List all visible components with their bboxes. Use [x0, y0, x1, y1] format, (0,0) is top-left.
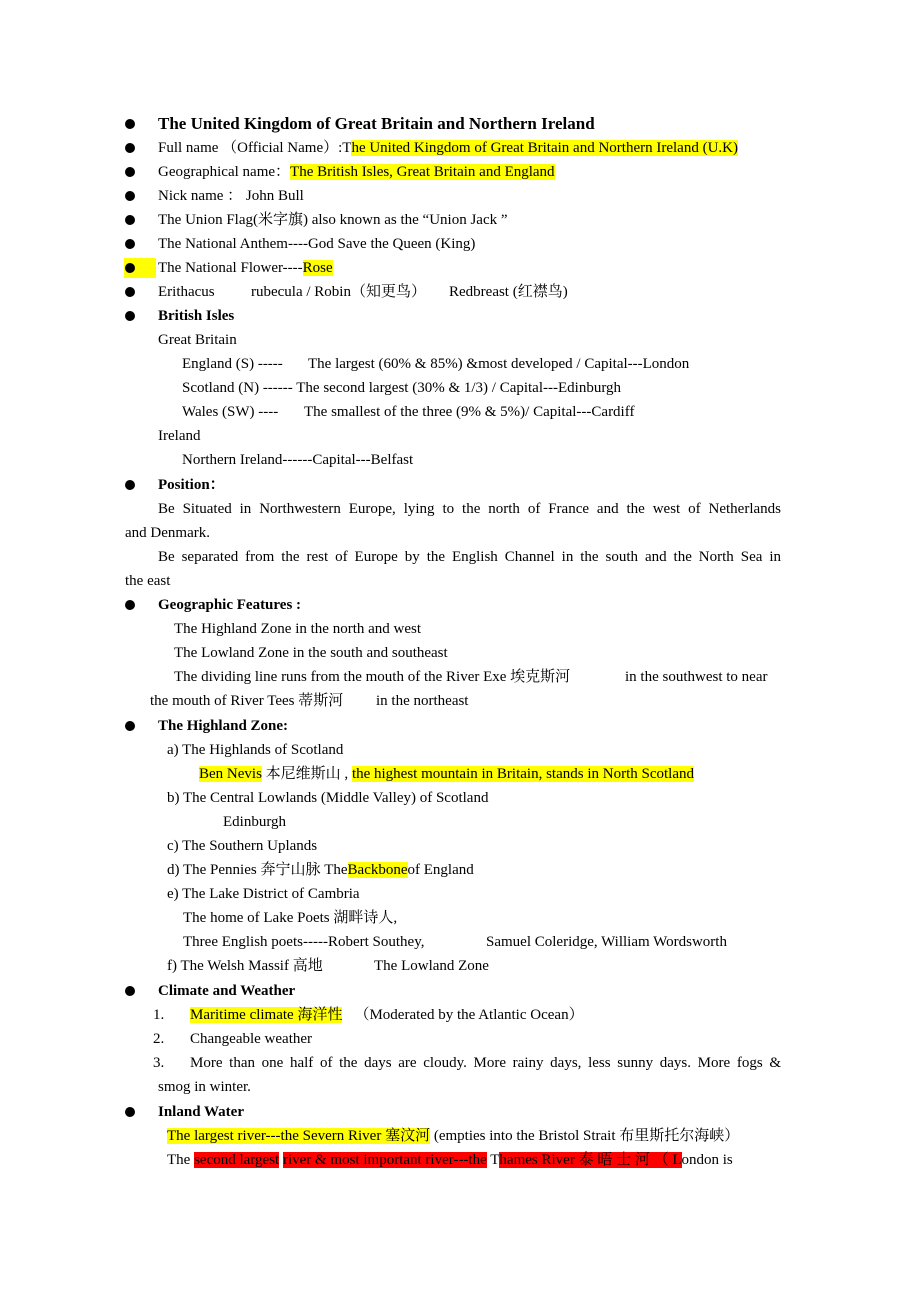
climate-item-2: Changeable weather	[190, 1031, 313, 1047]
northern-ireland-line: Northern Ireland------Capital---Belfast	[182, 452, 414, 468]
thames-seg-0: The	[167, 1152, 195, 1168]
geo-name-label: Geographical name：	[158, 164, 291, 180]
poets-a: Three English poets-----Robert Southey,	[183, 934, 425, 950]
erithacus-c: Redbreast (红襟鸟)	[449, 284, 568, 300]
climate-num-1: 1.	[153, 1007, 165, 1023]
thames-seg-6: River 泰 晤 士 河 （ L	[537, 1152, 682, 1168]
ben-nevis-desc: the highest mountain in Britain, stands in North Scotland	[351, 766, 694, 782]
wales-b: The smallest of the three (9% & 5%)/ Capital---Cardiff	[304, 404, 635, 420]
erithacus-a: Erithacus	[158, 284, 215, 300]
bullet-icon	[125, 600, 135, 610]
anthem-line: The National Anthem----God Save the Queen (King)	[158, 236, 476, 252]
climate-item-1	[190, 1005, 584, 1025]
bullet-icon	[125, 143, 135, 153]
geo-features-heading: Geographic Features :	[158, 597, 302, 613]
climate-heading: Climate and Weather	[158, 983, 296, 999]
nick-name-line: Nick name ： John Bull	[158, 188, 304, 204]
position-heading: Position：	[158, 477, 225, 493]
highland-heading: The Highland Zone:	[158, 718, 289, 734]
ireland-label: Ireland	[158, 428, 201, 444]
ben-nevis: Ben Nevis	[199, 766, 262, 782]
lake-poets-line: The home of Lake Poets 湖畔诗人,	[183, 910, 398, 926]
severn-highlight: The largest river---the Severn River 塞汶河	[167, 1128, 431, 1144]
highland-e: e) The Lake District of Cambria	[167, 886, 360, 902]
severn-line	[167, 1126, 739, 1146]
british-isles-heading: British Isles	[158, 308, 235, 324]
geo-features-l3b: in the southwest to near	[625, 669, 768, 685]
bullet-icon	[125, 986, 135, 996]
inland-heading: Inland Water	[158, 1104, 244, 1120]
thames-line	[167, 1150, 781, 1170]
bullet-icon	[125, 191, 135, 201]
climate-item-3b: smog in winter.	[158, 1079, 251, 1095]
thames-seg-3: river & most important river---the	[282, 1152, 487, 1168]
thames-seg-5: hames	[499, 1152, 538, 1168]
document-title: The United Kingdom of Great Britain and Northern Ireland	[158, 114, 595, 133]
geo-features-l4a: the mouth of River Tees 蒂斯河	[150, 693, 344, 709]
wales-a: Wales (SW) ----	[182, 404, 279, 420]
highland-d	[167, 860, 474, 880]
ben-nevis-line	[199, 764, 694, 784]
highland-a: a) The Highlands of Scotland	[167, 742, 344, 758]
england-a: England (S) -----	[182, 356, 283, 372]
position-p1b: and Denmark.	[125, 525, 210, 541]
poets-b: Samuel Coleridge, William Wordsworth	[486, 934, 727, 950]
england-b: The largest (60% & 85%) &most developed / Capital---London	[308, 356, 690, 372]
full-name-value: he United Kingdom of Great Britain and Northern Ireland (U.K)	[351, 140, 738, 156]
flower-label: The National Flower----	[158, 260, 303, 276]
highland-b: b) The Central Lowlands (Middle Valley) of Scotland	[167, 790, 489, 806]
of-england-text: of England	[407, 862, 474, 878]
bullet-icon	[125, 311, 135, 321]
great-britain-label: Great Britain	[158, 332, 237, 348]
geo-features-l3a: The dividing line runs from the mouth of the River Exe 埃克斯河	[174, 669, 571, 685]
full-name-label: Full name （Official Name）:T	[158, 140, 352, 156]
flower-value: Rose	[302, 260, 333, 276]
lowland-zone-label: The Lowland Zone	[374, 958, 489, 974]
bullet-icon	[125, 1107, 135, 1117]
pennies-text: d) The Pennies 奔宁山脉 The	[167, 862, 348, 878]
climate-num-2: 2.	[153, 1031, 165, 1047]
backbone-highlight: Backbone	[347, 862, 408, 878]
position-p2a: Be separated from the rest of Europe by the English Channel in the south and the North Sea in	[158, 549, 781, 565]
bullet-icon	[125, 480, 135, 490]
highland-f: f) The Welsh Massif 高地	[167, 958, 323, 974]
bullet-icon	[125, 119, 135, 129]
ben-nevis-cn: 本尼维斯山 ,	[265, 766, 349, 782]
highland-c: c) The Southern Uplands	[167, 838, 318, 854]
thames-seg-7: ondon is	[681, 1152, 733, 1168]
thames-seg-1: second largest	[194, 1152, 280, 1168]
bullet-icon	[125, 287, 135, 297]
maritime-climate: Maritime climate 海洋性	[190, 1007, 343, 1023]
bullet-icon	[125, 215, 135, 225]
climate-num-3: 3.	[153, 1055, 165, 1071]
bullet-icon	[125, 721, 135, 731]
scotland-line: Scotland (N) ------ The second largest (30% & 1/3) / Capital---Edinburgh	[182, 380, 622, 396]
geo-features-l1: The Highland Zone in the north and west	[174, 621, 422, 637]
climate-moderated: （Moderated by the Atlantic Ocean）	[354, 1007, 584, 1023]
climate-item-3a: More than one half of the days are cloudy. More rainy days, less sunny days. More fogs &	[190, 1055, 781, 1071]
bullet-icon	[125, 239, 135, 249]
position-p2b: the east	[125, 573, 171, 589]
thames-seg-4: T	[486, 1152, 500, 1168]
geo-name-value: The British Isles, Great Britain and England	[290, 164, 555, 180]
geo-features-l2: The Lowland Zone in the south and southeast	[174, 645, 448, 661]
position-p1a: Be Situated in Northwestern Europe, lying to the north of France and the west of Netherlands	[158, 501, 781, 517]
severn-rest: (empties into the Bristol Strait 布里斯托尔海峡）	[433, 1128, 740, 1144]
union-flag-line: The Union Flag(米字旗) also known as the “Union Jack ”	[158, 212, 508, 228]
edinburgh-label: Edinburgh	[223, 814, 287, 830]
flower-line	[158, 258, 333, 278]
full-name-line	[158, 138, 738, 158]
bullet-icon	[125, 263, 135, 273]
geo-name-line	[158, 162, 555, 182]
geo-features-l4b: in the northeast	[376, 693, 469, 709]
erithacus-b: rubecula / Robin（知更鸟）	[251, 284, 426, 300]
bullet-icon	[125, 167, 135, 177]
